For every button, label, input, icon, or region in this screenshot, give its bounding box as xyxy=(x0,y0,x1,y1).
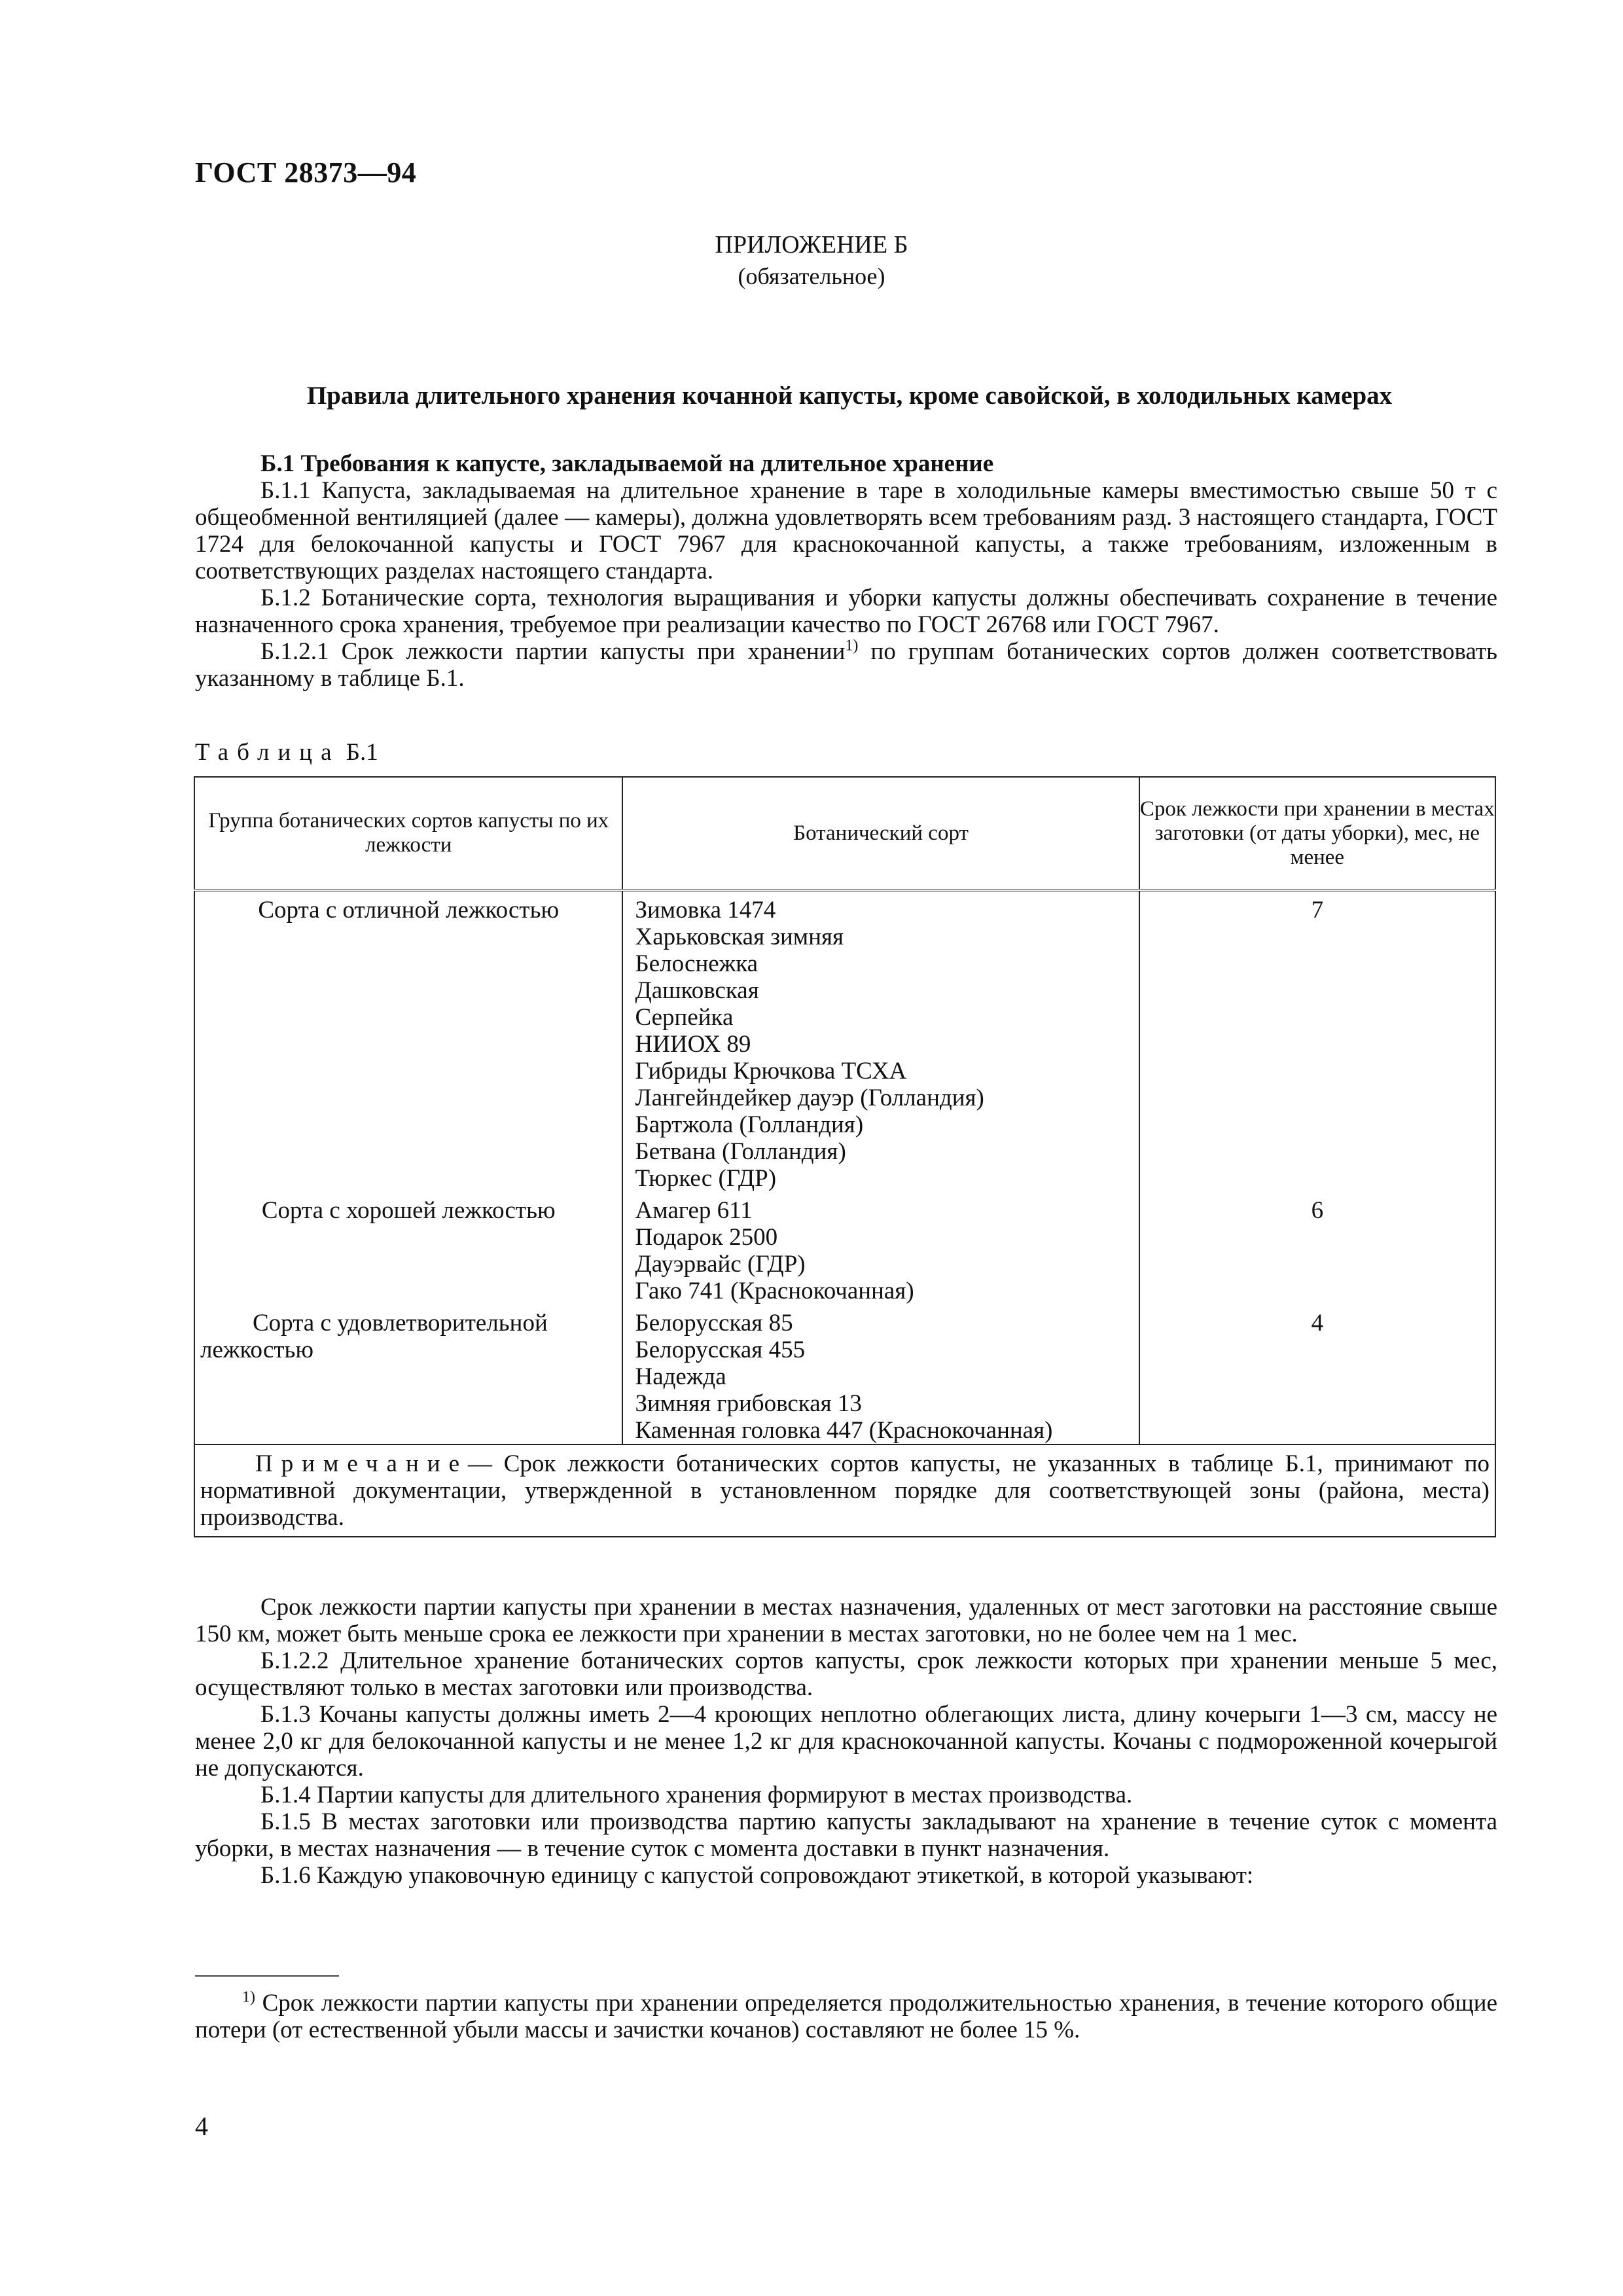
table-row xyxy=(194,890,1495,1192)
variety-item: Зимовка 1474 xyxy=(635,897,776,924)
note-label: Примечание xyxy=(255,1450,468,1477)
table-note-row xyxy=(194,1444,1495,1537)
section-b1 xyxy=(195,450,1497,692)
variety-item: Дашковская xyxy=(635,977,759,1004)
variety-item: Бартжола (Голландия) xyxy=(635,1111,864,1138)
table-caption-word: Таблица xyxy=(195,739,340,766)
variety-cell xyxy=(622,1304,1139,1444)
table-note xyxy=(194,1444,1495,1537)
paragraph-b-1-1: Б.1.1 Капуста, закладываемая на длительное хранение в таре в холодильные камеры вместимостью свыше 50 т с общеобменной вентиляцией (далее — камеры), должна удовлетворять всем требованиям разд. 3 настоящего стандарта, ГОСТ 1724 для белокочанной капусты и ГОСТ 7967 для краснокочанной капусты, а также требованиям, изложенным в соответствующих разделах настоящего стандарта. xyxy=(195,477,1497,584)
appendix-title: ПРИЛОЖЕНИЕ Б xyxy=(715,231,908,259)
rules-title: Правила длительного хранения кочанной капусты, кроме савойской, в холодильных камерах xyxy=(306,382,1393,410)
header-variety: Ботанический сорт xyxy=(622,777,1139,890)
appendix-status: (обязательное) xyxy=(738,263,885,289)
variety-item: Лангейндейкер дауэр (Голландия) xyxy=(635,1085,984,1111)
group-name-line: лежкостью xyxy=(200,1336,314,1363)
variety-item: Гибриды Крючкова ТСХА xyxy=(635,1058,907,1085)
paragraph-b-1-2-2: Б.1.2.2 Длительное хранение ботанических сортов капусты, срок лежкости которых при хранении меньше 5 мес, осуществляют только в местах заготовки или производства. xyxy=(195,1647,1497,1701)
note-text: — Срок лежкости ботанических сортов капусты, не указанных в таблице Б.1, принимают по нормативной документации, утвержденной в установленном порядке для соответствующей зоны (района, места) производства. xyxy=(200,1450,1489,1531)
table-caption xyxy=(195,738,378,766)
table-header-row xyxy=(194,777,1495,890)
standard-code: ГОСТ 28373—94 xyxy=(195,156,417,188)
variety-cell xyxy=(622,890,1139,1192)
variety-item: Каменная головка 447 (Краснокочанная) xyxy=(635,1417,1053,1444)
variety-item: Бетвана (Голландия) xyxy=(635,1138,846,1165)
variety-item: НИИОХ 89 xyxy=(635,1031,751,1058)
paragraph-destination: Срок лежкости партии капусты при хранении в местах назначения, удаленных от мест заготовки на расстояние свыше 150 км, может быть меньше срока ее лежкости при хранении в местах заготовки, но не более чем на 1 мес. xyxy=(195,1594,1497,1647)
paragraph-b-1-6: Б.1.6 Каждую упаковочную единицу с капустой сопровождают этикеткой, в которой указывают: xyxy=(260,1862,1254,1889)
variety-item: Гако 741 (Краснокочанная) xyxy=(635,1278,914,1304)
variety-item: Белорусская 85 xyxy=(635,1310,793,1336)
variety-item: Тюркес (ГДР) xyxy=(635,1165,777,1192)
page-number: 4 xyxy=(195,2111,208,2141)
paragraph-text: Б.1.2.1 Срок лежкости партии капусты при хранении xyxy=(260,638,846,665)
variety-item: Харьковская зимняя xyxy=(635,924,844,950)
section-b1-continued xyxy=(195,1594,1497,1889)
storage-table xyxy=(194,776,1496,1537)
paragraph-b-1-2-1 xyxy=(195,638,1497,692)
appendix-heading xyxy=(0,229,1623,292)
variety-item: Белорусская 455 xyxy=(635,1336,806,1363)
group-name-line: Сорта с удовлетворительной xyxy=(253,1310,548,1336)
table-row xyxy=(194,1304,1495,1444)
variety-item: Зимняя грибовская 13 xyxy=(635,1390,862,1417)
variety-item: Белоснежка xyxy=(635,950,758,977)
footnote xyxy=(195,1990,1497,2043)
footnote-marker: 1) xyxy=(845,637,859,655)
paragraph-b-1-3: Б.1.3 Кочаны капусты должны иметь 2—4 кроющих неплотно облегающих листа, длину кочерыги 1—3 см, массу не менее 2,0 кг для белокочанной капусты и не менее 1,2 кг для краснокочанной капусты. Кочаны с подмороженной кочерыгой не допускаются. xyxy=(195,1701,1497,1782)
variety-item: Надежда xyxy=(635,1363,726,1390)
footnote-divider xyxy=(195,1975,339,1977)
paragraph-b-1-2: Б.1.2 Ботанические сорта, технология выращивания и уборки капусты должны обеспечивать сохранение в течение назначенного срока хранения, требуемое при реализации качество по ГОСТ 26768 или ГОСТ 7967. xyxy=(195,584,1497,638)
footnote-marker: 1) xyxy=(242,1988,255,2006)
group-cell xyxy=(194,1304,622,1444)
variety-item: Подарок 2500 xyxy=(635,1224,778,1251)
footnote-body: Срок лежкости партии капусты при хранении определяется продолжительностью хранения, в течение которого общие потери (от естественной убыли массы и зачистки кочанов) составляют не более 15 %. xyxy=(195,1990,1497,2043)
group-cell: Сорта с отличной лежкостью xyxy=(194,890,622,1192)
group-cell: Сорта с хорошей лежкостью xyxy=(194,1192,622,1304)
paragraph-b-1-4: Б.1.4 Партии капусты для длительного хранения формируют в местах производства. xyxy=(260,1782,1133,1808)
variety-item: Дауэрвайс (ГДР) xyxy=(635,1251,806,1278)
table-caption-number: Б.1 xyxy=(346,739,378,766)
variety-cell xyxy=(622,1192,1139,1304)
term-cell: 4 xyxy=(1139,1304,1495,1444)
table-row xyxy=(194,1192,1495,1304)
section-heading: Б.1 Требования к капусте, закладываемой на длительное хранение xyxy=(260,450,994,477)
variety-item: Серпейка xyxy=(635,1004,734,1031)
paragraph-b-1-5: Б.1.5 В местах заготовки или производства партию капусты закладывают на хранение в течение суток с момента уборки, в местах назначения — в течение суток с момента доставки в пункт назначения. xyxy=(195,1808,1497,1862)
term-cell: 6 xyxy=(1139,1192,1495,1304)
term-cell: 7 xyxy=(1139,890,1495,1192)
variety-item: Амагер 611 xyxy=(635,1197,753,1224)
footnote-text xyxy=(195,1990,1497,2043)
header-term: Срок лежкости при хранении в местах заготовки (от даты уборки), мес, не менее xyxy=(1139,777,1495,890)
paragraph-text: по группам ботанических сортов должен соответствовать указанному в таблице Б.1. xyxy=(195,638,1497,692)
header-group: Группа ботанических сортов капусты по их лежкости xyxy=(194,777,622,890)
